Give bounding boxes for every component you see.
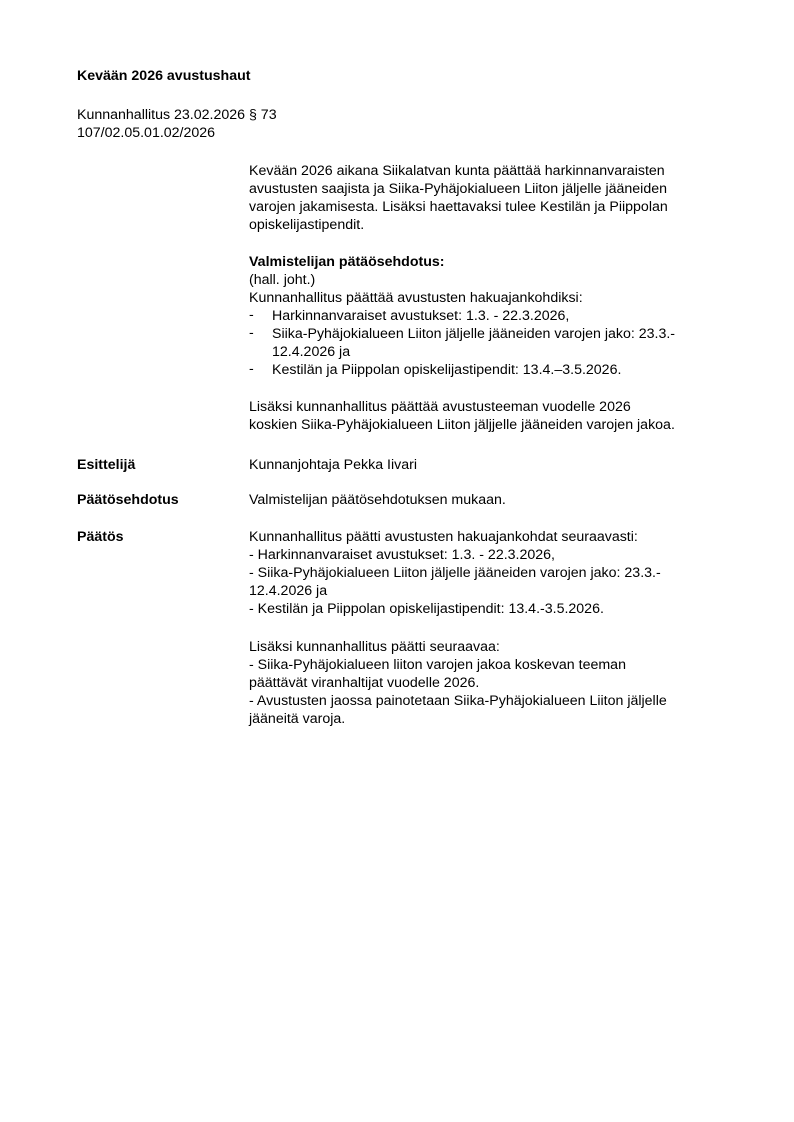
- presenter-value: Kunnanjohtaja Pekka Iivari: [249, 457, 417, 473]
- decision-line: 12.4.2026 ja: [249, 583, 328, 599]
- list-dash: -: [249, 361, 254, 377]
- intro-line: opiskelijastipendit.: [249, 217, 365, 233]
- proposal-author: (hall. joht.): [249, 272, 316, 288]
- intro-line: avustusten saajista ja Siika-Pyhäjokialueen Liiton jäljelle jääneiden: [249, 181, 668, 197]
- decision-proposal-value: Valmistelijan päätösehdotuksen mukaan.: [249, 492, 506, 508]
- decision-line: - Harkinnanvaraiset avustukset: 1.3. - 22.3.2026,: [249, 547, 555, 563]
- decision-extra-line: jääneitä varoja.: [249, 711, 346, 727]
- presenter-value-wrap: [249, 456, 749, 474]
- list-item-text: Harkinnanvaraiset avustukset: 1.3. - 22.3.2026,: [272, 308, 570, 324]
- decision-extra: [249, 638, 749, 728]
- presenter-label: Esittelijä: [77, 457, 136, 473]
- proposal-extra-line: koskien Siika-Pyhäjokialueen Liiton jäljjelle jääneiden varojen jakoa.: [249, 417, 675, 433]
- list-item-text: Siika-Pyhäjokialueen Liiton jäljelle jääneiden varojen jako: 23.3.-: [272, 326, 676, 342]
- list-dash: -: [249, 325, 254, 341]
- decision-line: - Siika-Pyhäjokialueen Liiton jäljelle jääneiden varojen jako: 23.3.-: [249, 565, 661, 581]
- list-item-text: 12.4.2026 ja: [272, 344, 351, 360]
- decision-proposal-value-wrap: [249, 491, 749, 509]
- decision-extra-line: Lisäksi kunnanhallitus päätti seuraavaa:: [249, 639, 500, 655]
- intro-line: Kevään 2026 aikana Siikalatvan kunta päättää harkinnanvaraisten: [249, 163, 665, 179]
- intro-paragraph: [249, 162, 749, 234]
- decision-section: [249, 528, 749, 618]
- decision-line: - Kestilän ja Piippolan opiskelijastipendit: 13.4.-3.5.2026.: [249, 601, 604, 617]
- decision-line: Kunnanhallitus päätti avustusten hakuajankohdat seuraavasti:: [249, 529, 638, 545]
- proposal-extra-line: Lisäksi kunnanhallitus päättää avustusteeman vuodelle 2026: [249, 399, 631, 415]
- proposal-extra: [249, 398, 749, 434]
- list-dash: -: [249, 307, 254, 323]
- decision-label: Päätös: [77, 529, 124, 545]
- proposal-list-item: [249, 307, 749, 325]
- proposal-list-item: [249, 325, 749, 361]
- intro-line: varojen jakamisesta. Lisäksi haettavaksi tulee Kestilän ja Piippolan: [249, 199, 668, 215]
- proposal-heading: Valmistelijan pätäösehdotus:: [249, 254, 445, 270]
- record-id: 107/02.05.01.02/2026: [77, 125, 216, 141]
- proposal-lead: Kunnanhallitus päättää avustusten hakuajankohdiksi:: [249, 290, 583, 306]
- meeting-reference: Kunnanhallitus 23.02.2026 § 73: [77, 107, 277, 123]
- list-item-text: Kestilän ja Piippolan opiskelijastipendit: 13.4.–3.5.2026.: [272, 362, 622, 378]
- document-title: Kevään 2026 avustushaut: [77, 68, 251, 84]
- proposal-list-item: [249, 361, 749, 379]
- decision-extra-line: päättävät viranhaltijat vuodelle 2026.: [249, 675, 480, 691]
- decision-proposal-label: Päätösehdotus: [77, 492, 179, 508]
- decision-extra-line: - Avustusten jaossa painotetaan Siika-Pyhäjokialueen Liiton jäljelle: [249, 693, 667, 709]
- proposal-section: [249, 253, 749, 379]
- decision-extra-line: - Siika-Pyhäjokialueen liiton varojen jakoa koskevan teeman: [249, 657, 626, 673]
